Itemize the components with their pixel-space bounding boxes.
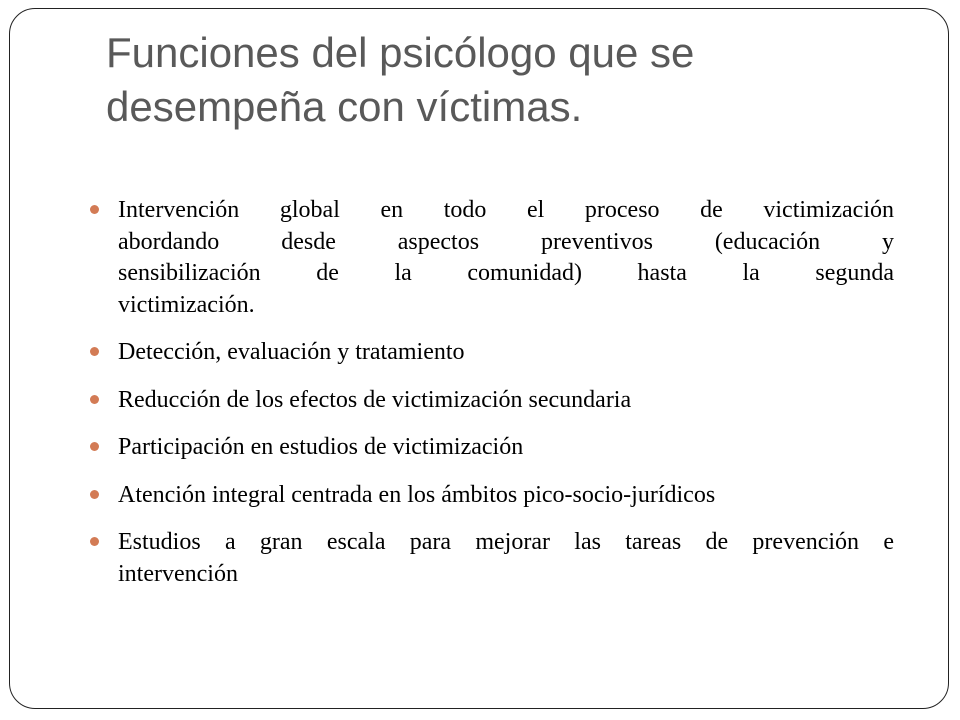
bullet-item xyxy=(90,337,894,369)
bullet-dot-icon xyxy=(90,490,99,499)
bullet-dot-icon xyxy=(90,205,99,214)
slide-title xyxy=(106,26,906,134)
bullet-line: Reducción de los efectos de victimización secundaria xyxy=(118,386,632,413)
bullet-list xyxy=(90,195,894,606)
bullet-line: Intervención global en todo el proceso de victimización xyxy=(118,197,894,223)
bullet-dot-icon xyxy=(90,395,99,404)
bullet-line: victimización. xyxy=(118,291,255,318)
bullet-item xyxy=(90,527,894,590)
bullet-line: Estudios a gran escala para mejorar las tareas de prevención e xyxy=(118,529,894,555)
title-line-1: Funciones del psicólogo que se xyxy=(106,29,695,76)
title-line-2: desempeña con víctimas. xyxy=(106,83,583,130)
bullet-line: sensibilización de la comunidad) hasta la segunda xyxy=(118,260,894,286)
bullet-item xyxy=(90,195,894,321)
bullet-line: Detección, evaluación y tratamiento xyxy=(118,339,465,365)
bullet-item xyxy=(90,385,894,417)
bullet-line: Atención integral centrada en los ámbitos pico-socio-jurídicos xyxy=(118,481,716,508)
bullet-item xyxy=(90,432,894,464)
bullet-dot-icon xyxy=(90,537,99,546)
bullet-line: abordando desde aspectos preventivos (educación y xyxy=(118,228,894,255)
bullet-line: intervención xyxy=(118,560,238,587)
bullet-dot-icon xyxy=(90,442,99,451)
bullet-item xyxy=(90,480,894,512)
bullet-dot-icon xyxy=(90,347,99,356)
bullet-line: Participación en estudios de victimización xyxy=(118,434,524,460)
